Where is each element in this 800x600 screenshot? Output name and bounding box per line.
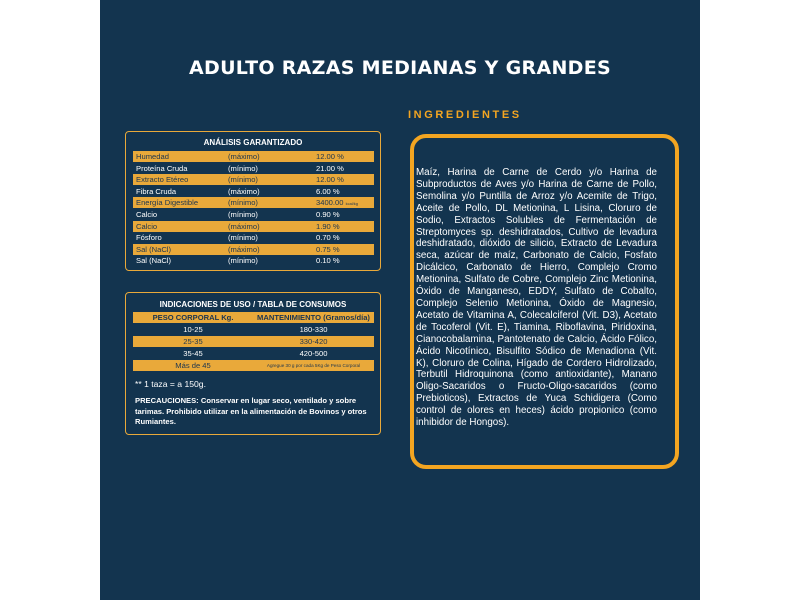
cup-note: ** 1 taza = a 150g.	[135, 379, 206, 389]
analysis-row: Humedad (máximo) 12.00 %	[133, 151, 374, 162]
usage-row: Más de 45 Agregue 30 g por cada 5Kg de Peso Corporal	[133, 360, 374, 371]
ingredients-title: INGREDIENTES	[408, 109, 522, 121]
usage-row: 35-45 420-500	[183, 349, 328, 358]
analysis-row: Calcio (mínimo) 0.90 %	[136, 210, 340, 219]
page-title: ADULTO RAZAS MEDIANAS Y GRANDES	[189, 57, 611, 79]
usage-row: 10-25 180-330	[183, 325, 328, 334]
analysis-row: Fósforo (mínimo) 0.70 %	[136, 233, 340, 242]
precautions-label: PRECAUCIONES:	[135, 396, 199, 405]
analysis-row: Sal (NaCl) (mínimo) 0.10 %	[136, 256, 340, 265]
analysis-row: Proteína Cruda (mínimo) 21.00 %	[136, 164, 344, 173]
usage-row: 25-35 330-420	[133, 336, 374, 347]
energy-unit: kcal/kg	[345, 201, 359, 206]
analysis-header: ANÁLISIS GARANTIZADO	[203, 138, 303, 147]
precautions-body: Conservar en lugar seco, ventilado y sobre tarimas. Prohibido utilizar en la alimentación de Bovinos y otros Rumiantes.	[135, 396, 367, 427]
analysis-row: Extracto Etéreo (mínimo) 12.00 %	[133, 174, 374, 185]
analysis-row: Fibra Cruda (máximo) 6.00 %	[136, 187, 340, 196]
analysis-row: Sal (NaCl) (máximo) 0.75 %	[133, 244, 374, 255]
analysis-row: Calcio (máximo) 1.90 %	[133, 221, 374, 232]
product-panel	[100, 0, 700, 600]
usage-column-headers: PESO CORPORAL Kg. MANTENIMIENTO (Gramos/día)	[133, 312, 374, 323]
guaranteed-analysis-box	[125, 131, 381, 271]
usage-header: INDICACIONES DE USO / TABLA DE CONSUMOS	[159, 300, 347, 309]
ingredients-text: Maíz, Harina de Carne de Cerdo y/o Harina de Subproductos de Aves y/o Harina de Carne de Pollo, Semolina y/o Puntilla de Arroz y/o Acemite de Trigo, Aceite de Pollo, DL Metionina, L Lisina, Cloruro de Sodio, Extractos Solubles de Fermentación de Streptomyces sp. deshidratados, Cultivo de levadura deshidratado, dióxido de silicio, Extracto de Levadura seca, azúcar de maíz, Carbonato de Calcio, Fosfato Dicálcico, Carbonato de Hierro, Complejo Cromo Metionina, Sulfato de Cobre, Complejo Zinc Metionina, Óxido de Manganeso, EDDY, Sulfato de Cobalto, Complejo Selenio Metionina, Óxido de Magnesio, Acetato de Vitamina A, Colecalciferol (Vit. D3), Acetato de Tocoferol (Vit. E), Tiamina, Riboflavina, Piridoxina, Cianocobalamina, Pantotenato de Calcio, Ácido Fólico, Ácido Nicotínico, Bisulfito Sódico de Menadiona (Vit. K), Cloruro de Colina, Hígado de Cordero Hidrolizado, Terbutil Hidroquinona (como antioxidante), Manano Oligo-Sacaridos o Fructo-Oligo-sacaridos (como Prebioticos), Extractos de Yuca Schidigera (Como control de olores en heces) ácido propionico (como inhibidor de Hongos).	[416, 167, 657, 429]
usage-table-box	[125, 292, 381, 435]
analysis-row: Energía Digestible (mínimo) 3400.00 kcal/kg	[133, 197, 374, 208]
precautions-text	[135, 396, 373, 428]
